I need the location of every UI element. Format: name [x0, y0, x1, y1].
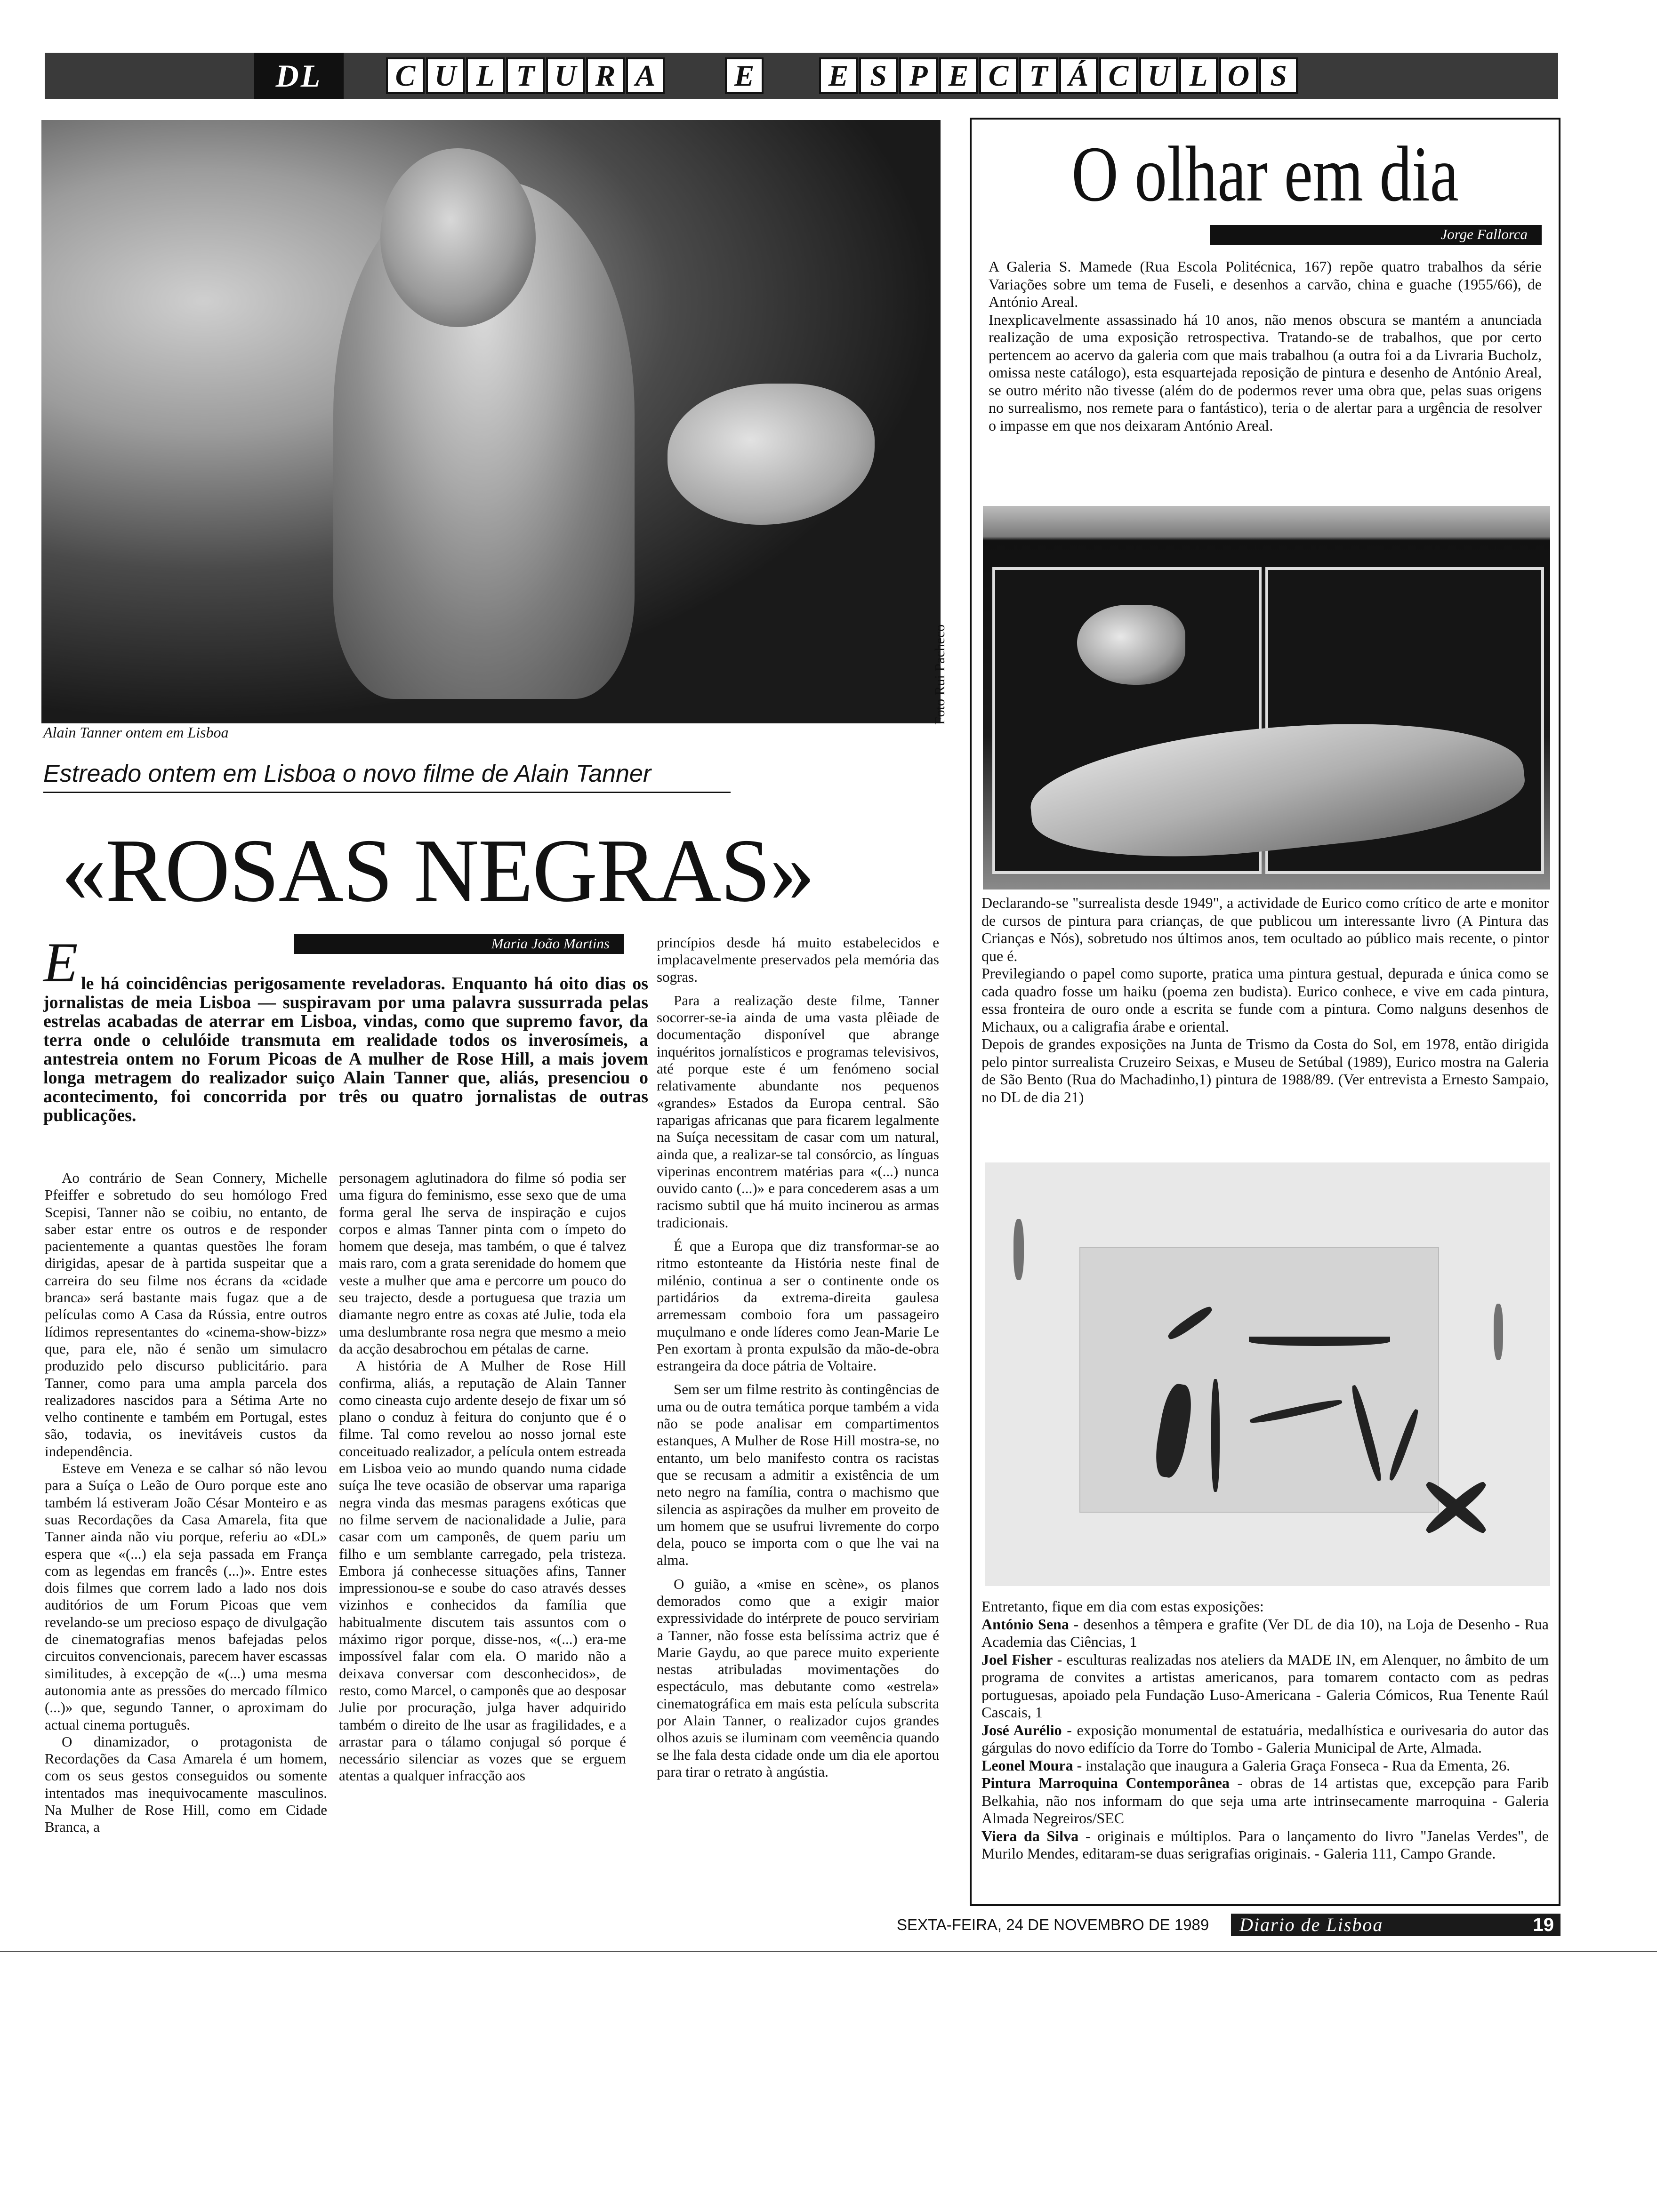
footer-date: SEXTA-FEIRA, 24 DE NOVEMBRO DE 1989 — [897, 1916, 1209, 1933]
banner-letter: T — [506, 57, 545, 94]
painting-areal — [983, 506, 1550, 890]
exhibition-listings — [981, 1598, 1549, 1863]
listings-intro: Entretanto, fique em dia com estas exposições: — [981, 1598, 1264, 1615]
paragraph: Ao contrário de Sean Connery, Michelle Pfeiffer e sobretudo do seu homólogo Fred Scepisi, Tanner não se coibiu, no entanto, de saber estar entre os outros e de responder pacientemente a quantas questões lhe foram dirigidas, apesar de à partida suspeitar que a carreira do seu filme nos écrans da «cidade branca» será bastante mais fugaz que a de películas como A Casa da Rússia, entre outros lídimos representantes do «cinema-show-bizz» que, para ele, não é senão um simulacro produzido pelo discurso publicitário. para Tanner, como para uma ampla parcela dos realizadores nascidos para a Sétima Arte no velho continente e também em Portugal, estes são, todavia, os inevitáveis custos da independência. — [45, 1170, 327, 1459]
paragraph: Declarando-se "surrealista desde 1949", a actividade de Eurico como crítico de arte e monitor de cursos de pintura para crianças, de que publicou um interessante livro (A Pintura das Crianças e Nós), sobretudo nos últimos anos, tem ocultado ao público mais recente, o pintor que é. — [981, 894, 1549, 964]
kicker-rule — [43, 792, 731, 793]
sidebar-text-top — [989, 258, 1542, 434]
dl-logo-text: DL — [275, 58, 322, 94]
banner-letter: L — [1179, 57, 1218, 94]
footer-masthead-bar — [1231, 1914, 1560, 1936]
sidebar-text-middle — [981, 894, 1549, 1106]
page-number: 19 — [1533, 1915, 1554, 1935]
banner-letter: R — [586, 57, 625, 94]
listing-item — [981, 1722, 1549, 1757]
dl-logo — [254, 53, 344, 99]
sidebar-byline-bar — [1210, 225, 1542, 245]
listing-text: - originais e múltiplos. Para o lançamento do livro "Janelas Verdes", de Murilo Mendes, editaram-se duas serigrafias originais. - Galeria 111, Campo Grande. — [981, 1827, 1549, 1862]
banner-letter: A — [626, 57, 665, 94]
article-headline: «ROSAS NEGRAS» — [61, 820, 814, 921]
article-column-3 — [657, 934, 939, 1780]
listing-text: - esculturas realizadas nos ateliers da MADE IN, em Alenquer, no âmbito de um programa de convites a artistas americanos, para tomarem contacto com as pedras portuguesas, apoiado pela Fundação Luso-Americana - Galeria Cómicos, Rua Tenente Raúl Cascais, 1 — [981, 1651, 1549, 1721]
banner-letter: E — [725, 57, 764, 94]
banner-letter: U — [426, 57, 465, 94]
paragraph: Depois de grandes exposições na Junta de Trismo da Costa do Sol, em 1978, então dirigida pelo pintor surrealista Cruzeiro Seixas, e Museu de Setúbal (1989), Eurico mostra na Galeria de São Bento (Rua do Machadinho,1) pintura de 1988/89. (Ver entrevista a Ernesto Sampaio, no DL de dia 21) — [981, 1035, 1549, 1106]
paragraph: personagem aglutinadora do filme só podia ser uma figura do feminismo, esse sexo que de uma forma geral lhe serva de inspiração e cujos corpos e almas Tanner pinta com o ímpeto do homem que deseja, mas também, o que é talvez mais raro, com a grata serenidade do homem que veste a mulher que ama e percorre um pouco do seu trajecto, desde a portuguesa que trazia um diamante negro entre as coxas até Julie, toda ela uma deslumbrante rosa negra que mesmo a meio da acção desabrochou em pétalas de carne. — [339, 1170, 626, 1357]
banner-letter: Á — [1059, 57, 1098, 94]
article-kicker: Estreado ontem em Lisboa o novo filme de Alain Tanner — [43, 760, 652, 787]
banner-letter: P — [899, 57, 938, 94]
paragraph: Previlegiando o papel como suporte, pratica uma pintura gestual, depurada e única como se cada quadro fosse um haiku (poema zen budista). Eurico conhece, e vive em cada pintura, essa fronteira de ouro onde a escrita se funde com a pintura. Como nalguns desenhos de Michaux, ou a caligrafia árabe e oriental. — [981, 965, 1549, 1035]
banner-letter: S — [1259, 57, 1298, 94]
paragraph: A Galeria S. Mamede (Rua Escola Politécnica, 167) repõe quatro trabalhos da série Variações sobre um tema de Fuseli, e desenhos a carvão, china e guache (1955/66), de António Areal. — [989, 258, 1542, 310]
listing-name: Pintura Marroquina Contemporânea — [981, 1774, 1230, 1791]
banner-letter: O — [1219, 57, 1258, 94]
paragraph: É que a Europa que diz transformar-se ao ritmo estonteante da História neste final de milénio, continua a ser o continente onde os partidários da extrema-direita gaulesa arremessam comboio fora um passageiro muçulmano e onde líderes como Jean-Marie Le Pen exortam à pronta expulsão da mão-de-obra estrangeira da doce pátria de Voltaire. — [657, 1238, 939, 1374]
paragraph: O dinamizador, o protagonista de Recordações da Casa Amarela é um homem, com os seus gestos conseguidos ou somente intentados mas inequivocamente masculinos. Na Mulher de Rose Hill, como em Cidade Branca, a — [45, 1733, 327, 1835]
listing-text: - obras de 14 artistas que, excepção para Farib Belkahia, não nos informam do que seja uma arte intrinsecamente marroquina - Galeria Almada Negreiros/SEC — [981, 1774, 1549, 1827]
banner-letter: E — [819, 57, 858, 94]
photo-alain-tanner — [41, 120, 941, 723]
listing-item — [981, 1651, 1549, 1722]
listing-text: - exposição monumental de estatuária, medalhística e ourivesaria do autor das gárgulas do novo edifício da Torre do Tombo - Galeria Municipal de Arte, Almada. — [981, 1721, 1549, 1756]
listing-name: Leonel Moura — [981, 1756, 1073, 1774]
listing-text: - desenhos a têmpera e grafite (Ver DL de dia 10), na Loja de Desenho - Rua Academia das Ciências, 1 — [981, 1615, 1549, 1650]
banner-letter: C — [979, 57, 1018, 94]
listing-text: - instalação que inaugura a Galeria Graça Fonseca - Rua da Ementa, 26. — [1073, 1756, 1511, 1774]
photo-caption: Alain Tanner ontem em Lisboa — [43, 724, 229, 741]
article-lead — [43, 974, 648, 1125]
listing-name: António Sena — [981, 1615, 1069, 1633]
listing-item — [981, 1616, 1549, 1651]
sidebar-byline: Jorge Fallorca — [1440, 226, 1528, 242]
paragraph: Inexplicavelmente assassinado há 10 anos, não menos obscura se mantém a anunciada realização de uma exposição retrospectiva. Tratando-se de trabalhos, que por certo pertencem ao acervo da galeria com que mais trabalhou (a outra foi a da Livraria Bucholz, omissa neste catálogo), esta esquartejada reposição de pintura e desenho de António Areal, se outro mérito não tivesse (além do de podermos rever uma obra que, pelas suas origens no surrealismo, nos remete para o fantástico), teria o de alertar para a urgência de resolver o impasse em que nos deixaram António Areal. — [989, 311, 1542, 434]
banner-letter: C — [386, 57, 425, 94]
banner-letter: U — [1139, 57, 1178, 94]
banner-letter: S — [859, 57, 898, 94]
listing-name: José Aurélio — [981, 1721, 1062, 1739]
paragraph: Para a realização deste filme, Tanner socorrer-se-ia ainda de uma vasta plêiade de documentação disponível que abrange inquéritos jornalísticos e programas televisivos, até porque este é um fenómeno social relativamente abundante nos pequenos «grandes» Estados da Europa central. São raparigas africanas que para ficarem legalmente na Suíça necessitam de casar com um natural, ainda que, a realizar-se tal consórcio, as línguas viperinas encontrem matérias para «(...) nunca ouvido canto (...)» e para concederem asas a um racismo subtil que há muito incinerou as armas tradicionais. — [657, 992, 939, 1231]
painting-eurico — [985, 1162, 1550, 1586]
article-column-1 — [45, 1170, 327, 1836]
photo-credit: Foto Rui Pacheco — [932, 624, 948, 725]
listing-name: Joel Fisher — [981, 1651, 1053, 1668]
byline: Maria João Martins — [491, 935, 610, 952]
listing-item — [981, 1757, 1549, 1775]
listing-item — [981, 1827, 1549, 1863]
listing-item — [981, 1774, 1549, 1827]
banner-letter: E — [939, 57, 978, 94]
listing-name: Viera da Silva — [981, 1827, 1079, 1844]
article-column-2 — [339, 1170, 626, 1785]
byline-bar — [294, 934, 624, 954]
banner-letter: T — [1019, 57, 1058, 94]
paragraph: A história de A Mulher de Rose Hill confirma, aliás, a reputação de Alain Tanner como cineasta cujo ardente desejo de fixar um só plano o conduz à feitura do conjunto que é o filme. Tal como revelou ao nosso jornal este conceituado realizador, a película ontem estreada em Lisboa veio ao mundo quando numa cidade suíça lhe teve ocasião de observar uma rapariga negra vinda das mesmas paragens exóticas que no filme servem de nacionalidade a Julie, para casar com um camponês, de quem pariu um filho e um semblante carregado, pela tristeza. Embora já conhecesse situações afins, Tanner impressionou-se e soube do caso através desses vizinhos e conhecidos da família que habitualmente discutem tais assuntos com o máximo rigor porque, disse-nos, «(...) era-me impossível falar com ela. O marido não a deixava conversar com desconhecidos», de resto, como Marcel, o camponês que ao desposar Julie por procuração, julga haver adquirido também o direito de lhe usar as fragilidades, e a arrastar para o tálamo conjugal só porque é necessário silenciar as vozes que se erguem atentas a qualquer infracção aos — [339, 1357, 626, 1784]
banner-letter: C — [1099, 57, 1138, 94]
dropcap: E — [43, 931, 78, 994]
sidebar-headline: O olhar em dia — [1071, 130, 1459, 218]
article-lead-text: le há coincidências perigosamente reveladoras. Enquanto há oito dias os jornalistas de meia Lisboa — suspiravam por uma palavra sussurrada pelas estrelas acabadas de aterrar em Lisboa, vindas, como que supremo favor, da terra onde o celulóide transmuta em realidade todos os inverosímeis, a antestreia ontem no Forum Picoas de A mulher de Rose Hill, a mais jovem longa metragem do realizador suiço Alain Tanner que, aliás, presenciou o acontecimento, foi concorrida por três ou quatro jornalistas de outras publicações. — [43, 974, 648, 1125]
banner-letter: L — [466, 57, 505, 94]
paragraph: princípios desde há muito estabelecidos e implacavelmente preservados pela memória das sogras. — [657, 934, 939, 985]
footer-masthead: Diario de Lisboa — [1239, 1914, 1384, 1935]
paragraph: Esteve em Veneza e se calhar só não levou para a Suíça o Leão de Ouro porque este ano também lá estiveram João César Monteiro e as suas Recordações da Casa Amarela, fita que Tanner ainda não viu porque, referiu ao «DL» espera que «(...) ela seja passada em França com as legendas em francês (...)». Entre estes dois filmes que correm lado a lado nos dois auditórios de um Forum Picoas que vem revelando-se um precioso espaço de divulgação de cinematografias menos bafejadas pelos circuitos convencionais, parecem haver escassas similitudes, à excepção de «(...) uma mesma autonomia ante as pressões do mercado fílmico (...)» que, segundo Tanner, o aproximam do actual cinema português. — [45, 1460, 327, 1733]
footer-rule — [0, 1951, 1657, 1952]
paragraph: Sem ser um filme restrito às contingências de uma ou de outra temática porque também a vida não se pode analisar em compartimentos estanques, A Mulher de Rose Hill mostra-se, no entanto, um belo manifesto contra os racistas que se recusam a admitir a existência de um neto negro na família, contra o machismo que silencia as aspirações da mulher em proveito de um homem que se usufrui livremente do corpo dela, pouco se importa com o que lhe vai na alma. — [657, 1381, 939, 1569]
paragraph: O guião, a «mise en scène», os planos demorados como que a exigir maior expressividade do intérprete de pouco serviriam a Tanner, não fosse esta belíssima actriz que é Marie Gaydu, ao que parece muito experiente nestas atribuladas movimentações do espectáculo, mas debutante como «estrela» cinematográfica em mais esta película subscrita por Alain Tanner, o realizador cujos grandes olhos azuis se iluminam com veemência quando se lhe fala desta cidade onde um dia ele aportou para tirar o retrato à angústia. — [657, 1575, 939, 1780]
banner-letter: U — [546, 57, 585, 94]
